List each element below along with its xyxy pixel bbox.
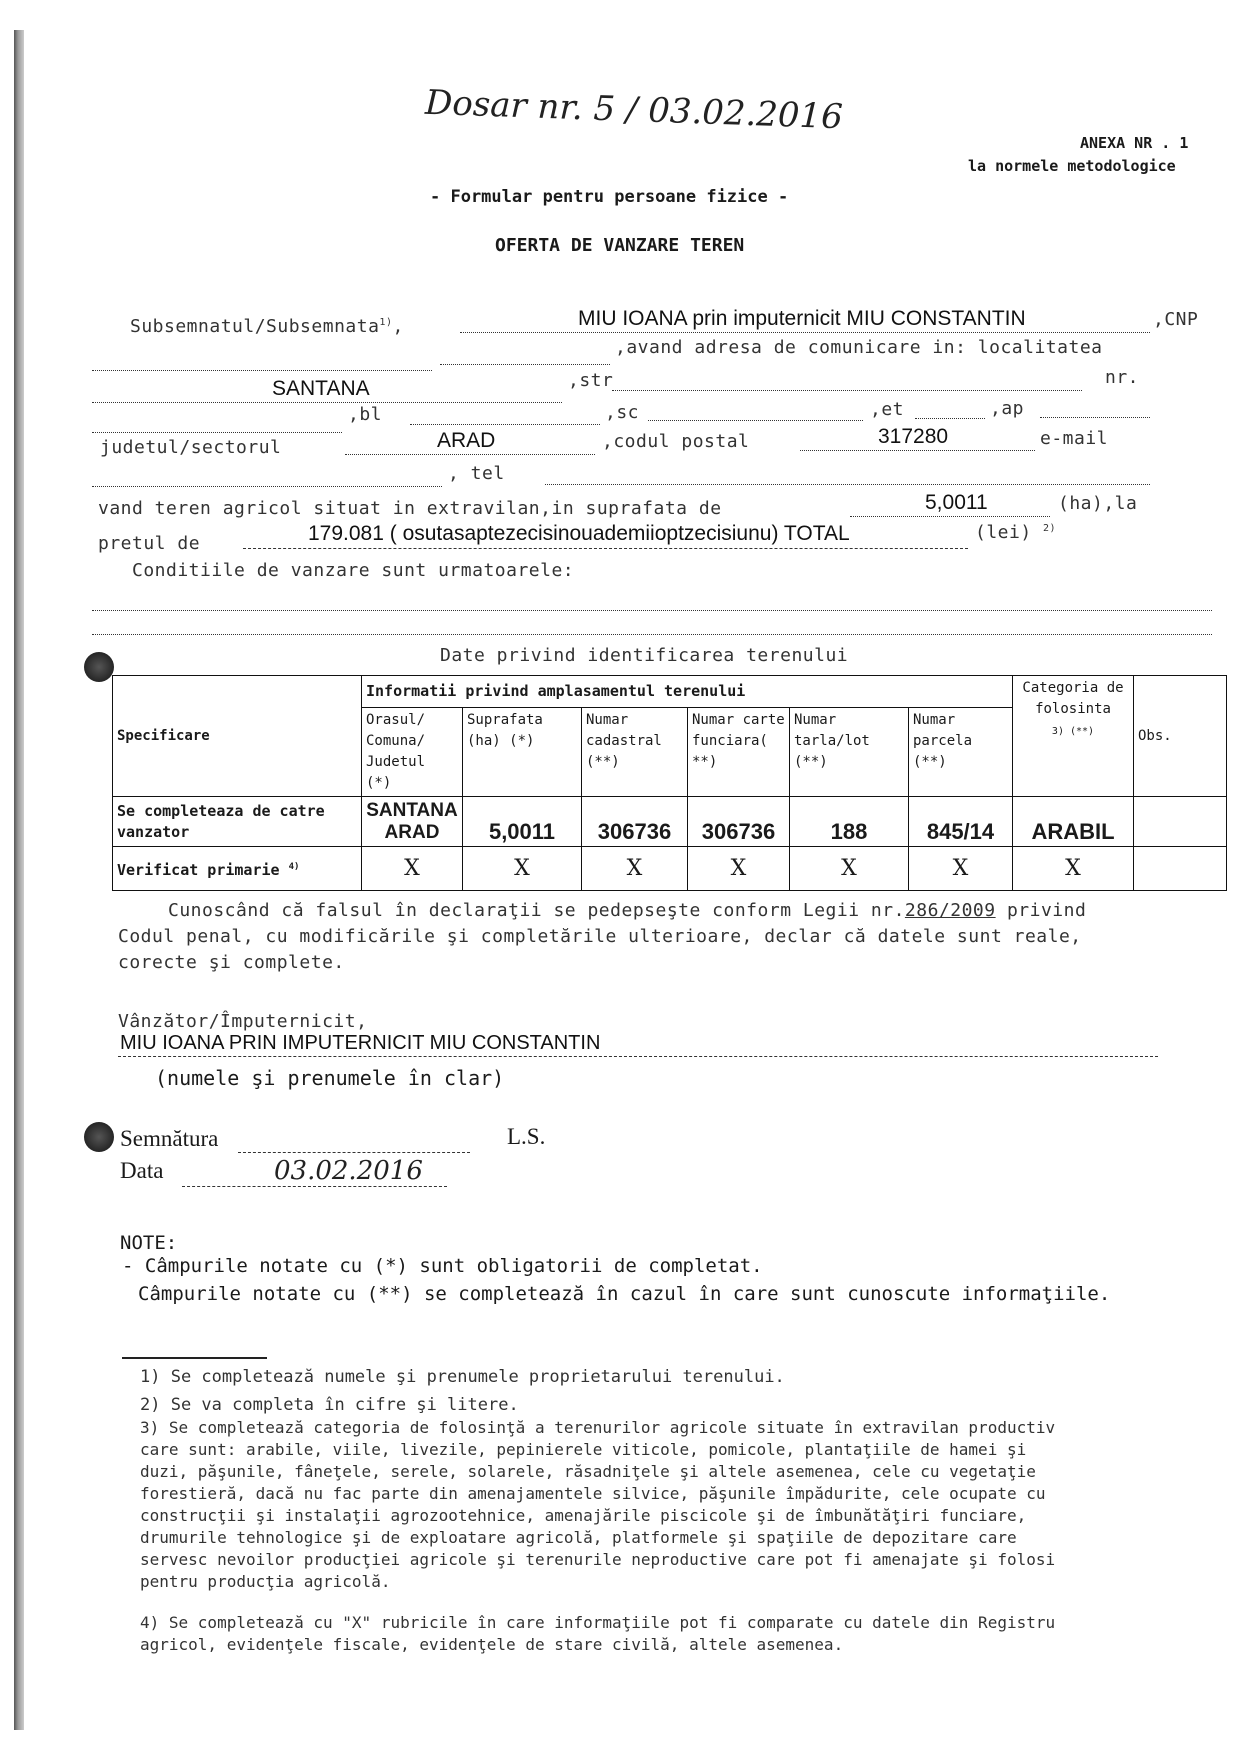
nume-label: (numele şi prenumele în clar) bbox=[155, 1066, 505, 1090]
footnote-3-line: 3) Se completează categoria de folosinţă a terenurilor agricole situate în extravilan productiv bbox=[140, 1418, 1056, 1437]
footnote-3-line: servesc nevoilor producţiei agricole şi terenurile neproductive care pot fi amenajate şi folosi bbox=[140, 1550, 1056, 1569]
sc-field[interactable] bbox=[648, 400, 863, 421]
row2-sup: 4) bbox=[288, 861, 300, 872]
row1-oras[interactable]: SANTANA ARAD bbox=[362, 797, 463, 847]
row1-parcela[interactable]: 845/14 bbox=[909, 797, 1013, 847]
footnote-2: 2) Se va completa în cifre şi litere. bbox=[140, 1395, 519, 1415]
verificat-mark[interactable]: X bbox=[688, 847, 790, 891]
conditii-field-2[interactable] bbox=[92, 620, 1212, 635]
declaratie-text1: Cunoscând că falsul în declaraţii se pedepseşte conform Legii nr. bbox=[168, 900, 905, 921]
suprafata-header: Suprafata (ha) (*) bbox=[463, 708, 582, 797]
page-title: OFERTA DE VANZARE TEREN bbox=[495, 235, 745, 256]
data-label: Data bbox=[120, 1158, 164, 1183]
tel-label: , tel bbox=[448, 463, 505, 484]
data-value: 03.02.2016 bbox=[274, 1156, 423, 1186]
sc-label: ,sc bbox=[605, 402, 640, 423]
nr-label: nr. bbox=[1105, 367, 1140, 388]
conditii-label: Conditiile de vanzare sunt urmatoarele: bbox=[132, 560, 575, 581]
footnote-3-line: care sunt: arabile, viile, livezile, pepinierele viticole, pomicole, plantaţiile de hamei şi bbox=[140, 1440, 1027, 1459]
declaratie-line3: corecte şi complete. bbox=[118, 952, 345, 973]
pret-field[interactable] bbox=[243, 520, 968, 549]
lei-text: (lei) bbox=[975, 522, 1032, 543]
verificat-mark[interactable]: X bbox=[790, 847, 909, 891]
suprafata-value: 5,0011 bbox=[925, 491, 988, 514]
subsemnatul-sup: 1) bbox=[379, 317, 393, 328]
adresa-label: ,avand adresa de comunicare in: localitatea bbox=[615, 337, 1103, 358]
ap-label: ,ap bbox=[990, 398, 1025, 419]
vand-label: vand teren agricol situat in extravilan,in suprafata de bbox=[98, 498, 722, 519]
codpostal-value: 317280 bbox=[878, 425, 949, 448]
bl-pre-field[interactable] bbox=[92, 414, 342, 433]
tarla-header: Numar tarla/lot (**) bbox=[790, 708, 909, 797]
footnote-divider bbox=[122, 1357, 267, 1359]
lege-number: 286/2009 bbox=[904, 900, 996, 921]
lei-label bbox=[975, 522, 1056, 543]
verificat-mark[interactable]: X bbox=[362, 847, 463, 891]
formular-subtitle: - Formular pentru persoane fizice - bbox=[430, 187, 789, 207]
bl-field[interactable] bbox=[410, 404, 600, 425]
teren-table bbox=[112, 675, 1227, 891]
suprafata-field[interactable] bbox=[850, 490, 1050, 517]
footnote-4-line: 4) Se completează cu "X" rubricile în care informaţiile pot fi comparate cu datele din Registru bbox=[140, 1613, 1056, 1632]
footnote-3-line: pentru producţia agricolă. bbox=[140, 1572, 391, 1591]
footnote-3 bbox=[140, 1417, 1215, 1593]
row1-cadastral[interactable]: 306736 bbox=[582, 797, 688, 847]
punch-hole bbox=[84, 1122, 114, 1152]
cnp-label: ,CNP bbox=[1153, 309, 1199, 330]
et-field[interactable] bbox=[915, 398, 985, 419]
bl-label: ,bl bbox=[348, 404, 383, 425]
anexa-label: ANEXA NR . 1 bbox=[1080, 134, 1189, 152]
vanzator-name-field[interactable] bbox=[118, 1030, 1158, 1057]
email-field[interactable] bbox=[92, 470, 442, 487]
seller-name-field[interactable] bbox=[460, 308, 1150, 333]
row1-label: Se completeaza de catre vanzator bbox=[113, 797, 362, 847]
footnote-3-line: forestieră, dacă nu fac parte din amenajamentele silvice, păşunile împădurite, cele ocupate cu bbox=[140, 1484, 1046, 1503]
scan-edge bbox=[14, 30, 24, 1730]
footnote-3-line: duzi, păşunile, fâneţele, serele, solarele, răsadniţele şi altele asemenea, cele cu vegetaţie bbox=[140, 1462, 1036, 1481]
note-1: - Câmpurile notate cu (*) sunt obligatorii de completat. bbox=[122, 1255, 763, 1277]
carte-header: Numar carte funciara( **) bbox=[688, 708, 790, 797]
row1-suprafata[interactable]: 5,0011 bbox=[463, 797, 582, 847]
data-field[interactable] bbox=[182, 1156, 447, 1187]
codpostal-label: ,codul postal bbox=[602, 431, 750, 452]
codpostal-field[interactable] bbox=[800, 424, 1035, 451]
ha-label: (ha),la bbox=[1058, 493, 1138, 514]
table-caption: Date privind identificarea terenului bbox=[440, 645, 849, 666]
subsemnatul-text: Subsemnatul/Subsemnata bbox=[130, 316, 380, 337]
row2-label-text: Verificat primarie bbox=[117, 860, 280, 879]
cnp-field[interactable] bbox=[440, 346, 610, 365]
seller-name-value: MIU IOANA prin imputernicit MIU CONSTANTIN bbox=[578, 307, 1026, 330]
note-title: NOTE: bbox=[120, 1232, 178, 1254]
pret-value: 179.081 ( osutasaptezecisinouademiioptzecisiunu) TOTAL bbox=[308, 522, 850, 545]
ap-field[interactable] bbox=[1040, 397, 1150, 418]
note-2: Câmpurile notate cu (**) se completează în cazul în care sunt cunoscute informaţiile. bbox=[138, 1283, 1111, 1305]
verificat-mark[interactable]: X bbox=[909, 847, 1013, 891]
pretul-label: pretul de bbox=[98, 533, 201, 554]
conditii-field-1[interactable] bbox=[92, 596, 1212, 611]
group-header: Informatii privind amplasamentul terenului bbox=[362, 676, 1013, 708]
row1-categoria[interactable]: ARABIL bbox=[1013, 797, 1134, 847]
verificat-mark[interactable]: X bbox=[1013, 847, 1134, 891]
et-label: ,et bbox=[870, 399, 905, 420]
row1-tarla[interactable]: 188 bbox=[790, 797, 909, 847]
obs-header: Obs. bbox=[1134, 676, 1227, 797]
punch-hole bbox=[84, 652, 114, 682]
str-field[interactable] bbox=[612, 370, 1082, 391]
row1-obs[interactable] bbox=[1134, 797, 1227, 847]
specificare-header bbox=[113, 676, 362, 797]
footnote-4-line: agricol, evidenţele fiscale, evidenţele de stare civilă, altele asemenea. bbox=[140, 1635, 844, 1654]
categoria-header bbox=[1013, 676, 1134, 797]
judet-value: ARAD bbox=[437, 429, 496, 452]
localitate-value: SANTANA bbox=[272, 377, 370, 400]
row1-carte[interactable]: 306736 bbox=[688, 797, 790, 847]
normele-label: la normele metodologice bbox=[968, 157, 1176, 175]
judet-field[interactable] bbox=[345, 428, 595, 455]
categoria-label: Categoria de folosinta bbox=[1022, 680, 1124, 717]
nr-field[interactable] bbox=[92, 384, 192, 403]
categoria-sup: 3) (**) bbox=[1051, 726, 1095, 737]
ls-label: L.S. bbox=[507, 1124, 546, 1149]
oras-header: Orasul/ Comuna/ Judetul (*) bbox=[362, 708, 463, 797]
declaratie-line2: Codul penal, cu modificările şi completările ulterioare, declar că datele sunt reale, bbox=[118, 926, 1082, 947]
semnatura-label: Semnătura bbox=[120, 1126, 219, 1151]
verificat-obs[interactable] bbox=[1134, 847, 1227, 891]
footnote-4 bbox=[140, 1612, 1215, 1656]
footnote-3-line: construcţii şi instalaţii agrozootehnice, amenajările piscicole şi de îmbunătăţiri funciare, bbox=[140, 1506, 1027, 1525]
specificare-label: Specificare bbox=[117, 727, 210, 744]
verificat-mark[interactable]: X bbox=[463, 847, 582, 891]
footnote-1: 1) Se completează numele şi prenumele proprietarului terenului. bbox=[140, 1367, 785, 1387]
declaratie-text1-end: privind bbox=[1006, 900, 1087, 921]
judet-label: judetul/sectorul bbox=[100, 437, 282, 458]
email-label: e-mail bbox=[1040, 428, 1109, 449]
vanzator-name-value: MIU IOANA PRIN IMPUTERNICIT MIU CONSTANTIN bbox=[120, 1032, 601, 1054]
tel-field[interactable] bbox=[545, 468, 1150, 485]
footnote-3-line: drumurile tehnologice şi de exploatare agricolă, platformele şi spaţiile de depozitare care bbox=[140, 1528, 1017, 1547]
verificat-mark[interactable]: X bbox=[582, 847, 688, 891]
dosar-handwritten: Dosar nr. 5 / 03.02.2016 bbox=[424, 82, 844, 138]
vanzator-label: Vânzător/Împuternicit, bbox=[118, 1011, 368, 1032]
subsemnatul-label: Subsemnatul/Subsemnata$^{1)}$, bbox=[130, 316, 404, 337]
lei-sup: 2) bbox=[1043, 523, 1057, 534]
cnp-continued-field[interactable] bbox=[92, 352, 432, 371]
cadastral-header: Numar cadastral (**) bbox=[582, 708, 688, 797]
str-label: ,str bbox=[568, 370, 614, 391]
parcela-header: Numar parcela (**) bbox=[909, 708, 1013, 797]
semnatura-field[interactable] bbox=[238, 1130, 470, 1153]
declaratie-line1 bbox=[168, 900, 1086, 921]
row2-label bbox=[113, 847, 362, 891]
